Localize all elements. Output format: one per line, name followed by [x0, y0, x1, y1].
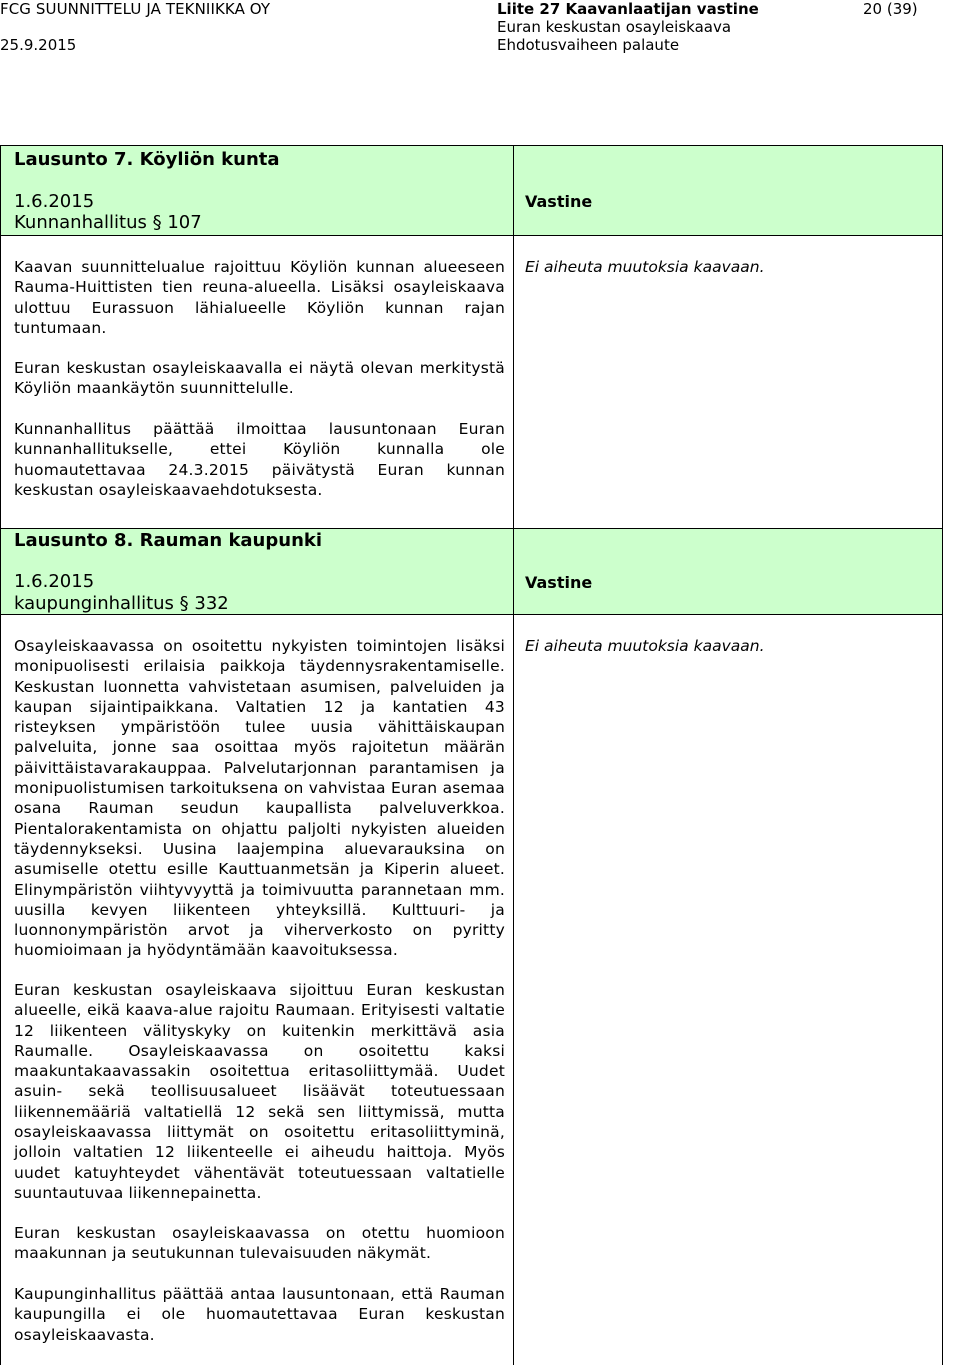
document-title: Liite 27 Kaavanlaatijan vastine: [497, 0, 759, 18]
section8-title: Lausunto 8. Rauman kaupunki: [14, 530, 323, 551]
section8-response: Ei aiheuta muutoksia kaavaan.: [525, 637, 765, 655]
section8-paragraph-1: Osayleiskaavassa on osoitettu nykyisten toimintojen lisäksi monipuolisesti erilaisia paikkoja täydennysrakentamiselle. Keskustan luonnetta vahvistetaan asumisen, palveluiden ja kaupan sijaintipaikkana. Valtatien 12 ja kantatien 43 risteyksen ympäristöön tulee uusia vähittäiskaupan palveluita, jonne saa osoittaa myös rajoitetun määrän päivittäistavarakauppaa. Palvelutarjonnan parantamisen ja monipuolistumisen tarkoituksena on vahvistaa Euran asemaa osana Rauman seudun kaupallista palveluverkkoa. Pientalorakentamista on ohjattu paljolti nykyisten alueiden täydennykseksi. Uusina laajempina aluevarauksina on asumiselle otettu esille Kauttuanmetsän ja Kiperin alueet. Elinympäristön viihtyvyyttä ja toimivuutta parannetaan mm. uusilla kevyen liikenteen yhteyksillä. Kulttuuri- ja luonnonympäristön arvot ja viherverkosto on pyritty huomioimaan ja hyödyntämään kaavoituksessa.: [14, 637, 505, 960]
section-sign-icon: §: [179, 593, 189, 614]
document-subtitle-plan: Euran keskustan osayleiskaava: [497, 18, 732, 36]
divider-line: [1, 235, 942, 236]
section8-paragraph-4: Kaupunginhallitus päättää antaa lausuntonaan, että Rauman kaupungilla ei ole huomautettavaa Euran keskustan osayleiskaavasta.: [14, 1285, 505, 1344]
section8-vastine-header: Vastine: [525, 573, 593, 592]
document-date: 25.9.2015: [0, 36, 77, 54]
section8-paragraph-3: Euran keskustan osayleiskaavassa on otettu huomioon maakunnan ja seutukunnan tulevaisuuden näkymät.: [14, 1224, 505, 1263]
section7-paragraph-2: Euran keskustan osayleiskaavalla ei näytä olevan merkitystä Köyliön maankäytön suunnittelulle.: [14, 359, 505, 398]
section8-paragraph-2: Euran keskustan osayleiskaava sijoittuu Euran keskustan alueelle, eikä kaava-alue rajoitu Raumaan. Erityisesti valtatie 12 liikenteen välityskyky on kuitenkin merkittävä asia Raumalle. Osayleiskaavassa on osoitettu kaksi maakuntakaavassakin osoitettua eritasoliittymää. Uudet asuin- sekä teollisuusalueet lisäävät toteutuessaan liikennemääriä valtatiellä 12 sekä sen liittymissä, mutta osayleiskaavassa liittymät on osoitettu eritasoliittyminä, jolloin valtatien 12 liikenteelle ei aiheudu haittoja. Myös uudet katuyhteydet vähentävät toteutuessaan valtatielle suuntautuvaa liikennepainetta.: [14, 981, 505, 1202]
divider-line: [1, 528, 942, 529]
section8-date: 1.6.2015: [14, 571, 95, 592]
section7-paragraph-3: Kunnanhallitus päättää ilmoittaa lausuntonaan Euran kunnanhallitukselle, ettei Köyliön kunnalla ole huomautettavaa 24.3.2015 päivätystä Euran kunnan keskustan osayleiskaavaehdotuksesta.: [14, 420, 505, 499]
section7-paragraph-1: Kaavan suunnittelualue rajoittuu Köyliön kunnan alueeseen Rauma-Huittisten tien reuna-alueella. Lisäksi osayleiskaava ulottuu Eurassuon lähialueelle Köyliön kunnan rajan tuntumaan.: [14, 258, 505, 337]
document-subtitle-phase: Ehdotusvaiheen palaute: [497, 36, 680, 54]
section8-body: kaupunginhallitus: [14, 593, 174, 614]
statement-table: [0, 145, 943, 1365]
divider-line: [1, 614, 942, 615]
section7-title: Lausunto 7. Köyliön kunta: [14, 149, 280, 170]
section7-date: 1.6.2015: [14, 191, 95, 212]
section7-number: 107: [167, 212, 202, 233]
section7-response: Ei aiheuta muutoksia kaavaan.: [525, 258, 765, 276]
section8-number: 332: [194, 593, 229, 614]
section8-reference: [14, 593, 229, 614]
section7-reference: [14, 212, 202, 233]
section7-vastine-header: Vastine: [525, 192, 593, 211]
section-sign-icon: §: [152, 212, 162, 233]
section7-body: Kunnanhallitus: [14, 212, 147, 233]
company-name: FCG SUUNNITTELU JA TEKNIIKKA OY: [0, 0, 271, 18]
page-number: 20 (39): [863, 0, 918, 18]
column-divider: [513, 146, 514, 1365]
page-header: [0, 0, 960, 60]
